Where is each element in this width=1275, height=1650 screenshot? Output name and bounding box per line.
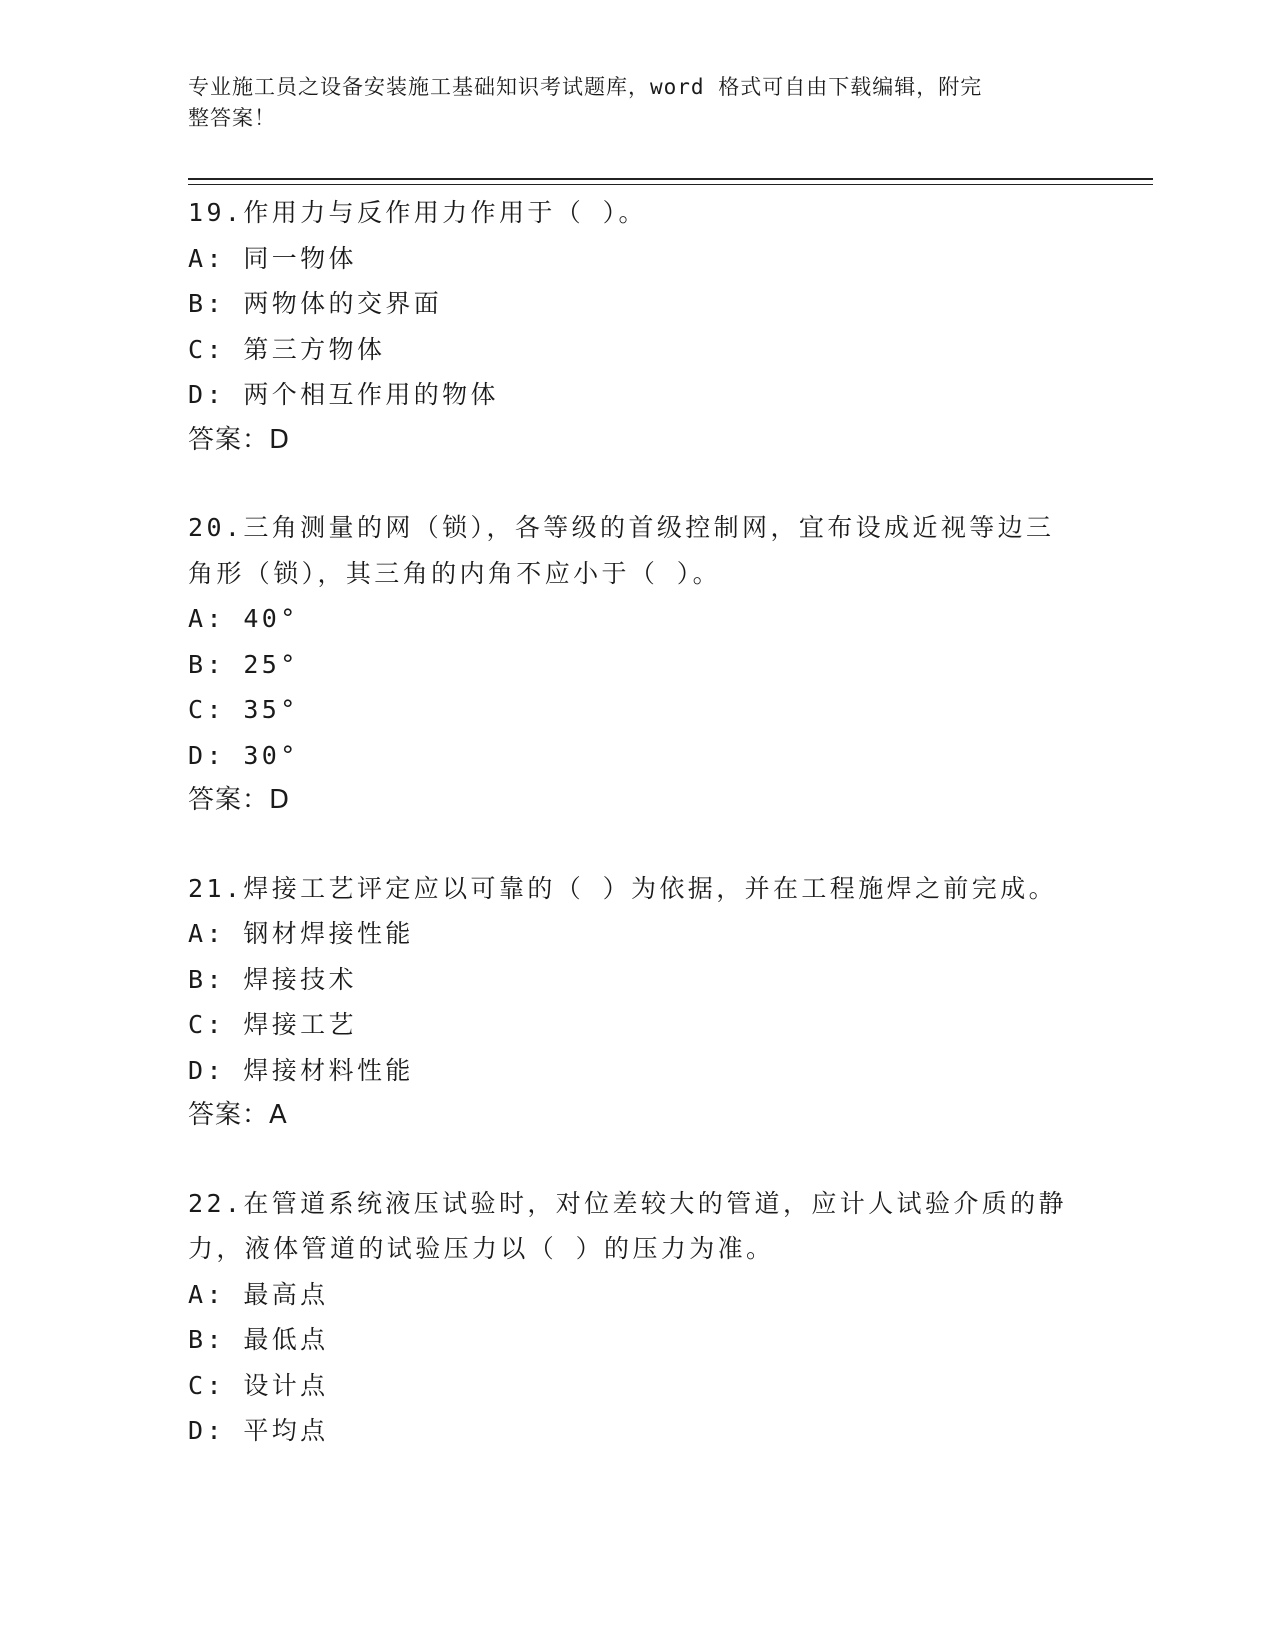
document-header <box>188 72 1068 134</box>
header-line-2: 整答案！ <box>188 106 276 130</box>
option-d: D: 30° <box>188 740 299 770</box>
question-21 <box>188 866 1078 1139</box>
option-c: C: 设计点 <box>188 1370 329 1400</box>
option-a: A: 同一物体 <box>188 243 357 273</box>
question-22 <box>188 1181 1078 1454</box>
question-19 <box>188 190 1078 463</box>
option-b: B: 焊接技术 <box>188 964 357 994</box>
option-a: A: 40° <box>188 604 299 633</box>
answer: 答案：D <box>188 424 291 455</box>
option-d: D: 两个相互作用的物体 <box>188 380 499 409</box>
header-divider-thick <box>188 178 1153 180</box>
option-c: C: 第三方物体 <box>188 334 386 364</box>
question-list <box>188 190 1078 1496</box>
option-b: B: 最低点 <box>188 1325 329 1354</box>
option-a: A: 最高点 <box>188 1279 329 1309</box>
answer: 答案：D <box>188 785 291 815</box>
question-20 <box>188 505 1078 824</box>
option-b: B: 25° <box>188 649 299 679</box>
option-c: C: 35° <box>188 695 299 724</box>
question-stem: 19.作用力与反作用力作用于（ ）。 <box>188 198 647 227</box>
option-d: D: 平均点 <box>188 1416 329 1445</box>
question-stem: 20.三角测量的网（锁），各等级的首级控制网，宜布设成近视等边三角形（锁），其三角的内角不应小于（ ）。 <box>188 513 1055 588</box>
header-line-1: 专业施工员之设备安装施工基础知识考试题库，word 格式可自由下载编辑，附完 <box>188 75 983 99</box>
option-a: A: 钢材焊接性能 <box>188 919 414 948</box>
option-c: C: 焊接工艺 <box>188 1010 357 1039</box>
question-stem: 22.在管道系统液压试验时，对位差较大的管道，应计人试验介质的静力，液体管道的试验压力以（ ）的压力为准。 <box>188 1188 1067 1263</box>
answer: 答案：A <box>188 1100 288 1130</box>
question-stem: 21.焊接工艺评定应以可靠的（ ）为依据，并在工程施焊之前完成。 <box>188 873 1058 903</box>
option-b: B: 两物体的交界面 <box>188 289 443 318</box>
option-d: D: 焊接材料性能 <box>188 1055 414 1085</box>
header-divider-thin <box>188 184 1153 185</box>
